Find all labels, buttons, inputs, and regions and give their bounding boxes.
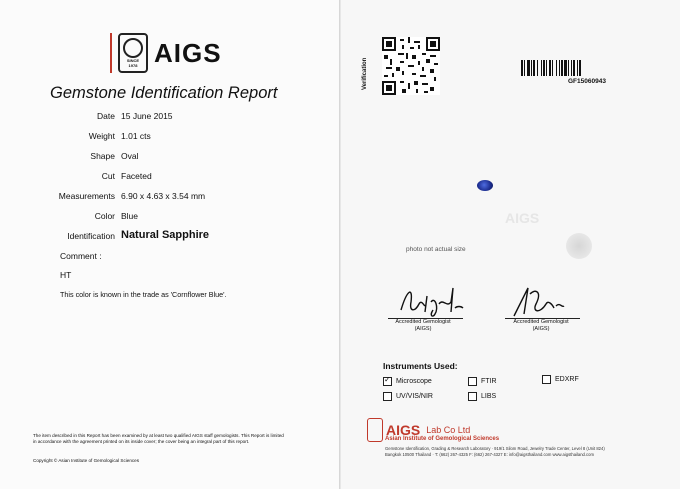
instrument-uvvisnir[interactable] <box>383 392 433 401</box>
seal-year: 1978 <box>128 63 138 68</box>
footer-seal-icon <box>367 418 383 442</box>
seal-ring <box>123 38 143 58</box>
instrument-microscope[interactable] <box>383 377 432 386</box>
identification-value: Natural Sapphire <box>121 229 210 241</box>
barcode-graphic <box>521 60 610 76</box>
brand-name: AIGS <box>154 37 222 68</box>
gemstone-photo <box>477 180 493 191</box>
field-value: 1.01 cts <box>121 131 151 141</box>
instrument-label: FTIR <box>481 378 497 385</box>
left-page <box>0 0 339 489</box>
aigs-logo <box>110 33 222 73</box>
report-title: Gemstone Identification Report <box>50 84 278 102</box>
signature-1-icon <box>395 282 467 320</box>
report-number: GF15060943 <box>568 78 606 85</box>
watermark-seal-icon <box>566 233 592 259</box>
field-label: Shape <box>90 151 115 161</box>
comment-text: This color is known in the trade as 'Cornflower Blue'. <box>60 290 227 299</box>
checkbox-icon[interactable] <box>468 392 477 401</box>
field-label: Color <box>94 211 115 221</box>
signer-1-label <box>388 319 458 333</box>
field-label: Weight <box>88 131 115 141</box>
watermark-text: AIGS <box>505 210 540 226</box>
field-label: Measurements <box>58 191 115 201</box>
instrument-label: UV/VIS/NIR <box>396 393 433 400</box>
comment-code: HT <box>60 270 72 280</box>
instrument-edxrf[interactable] <box>542 375 579 384</box>
aigs-seal-icon <box>118 33 148 73</box>
signer-2-label <box>506 319 576 333</box>
signer-1-title: Accredited Gemologist <box>395 319 451 325</box>
verification-label: Verification <box>362 57 368 90</box>
copyright-text: Copyright © Asian Institute of Gemological Sciences <box>33 458 140 463</box>
signer-1-org: (AIGS) <box>414 326 432 332</box>
photo-note: photo not actual size <box>406 246 466 253</box>
instrument-label: Microscope <box>396 378 432 385</box>
checkbox-icon[interactable] <box>468 377 477 386</box>
verification-qr-code[interactable] <box>382 37 440 95</box>
footer-lab: Lab Co Ltd <box>426 425 471 435</box>
field-value: 6.90 x 4.63 x 3.54 mm <box>121 191 206 201</box>
signer-2-org: (AIGS) <box>532 326 550 332</box>
field-label: Date <box>97 111 115 121</box>
instrument-ftir[interactable] <box>468 377 497 386</box>
instrument-label: EDXRF <box>555 376 579 383</box>
field-value: Faceted <box>121 171 152 181</box>
signature-2-icon <box>508 284 568 320</box>
field-value: 15 June 2015 <box>121 111 173 121</box>
instrument-libs[interactable] <box>468 392 496 401</box>
checkbox-checked-icon[interactable] <box>383 377 392 386</box>
instruments-title: Instruments Used: <box>383 361 458 371</box>
seal-since: SINCE <box>126 58 140 63</box>
page-fold <box>339 0 341 489</box>
field-value: Blue <box>121 211 139 221</box>
footer-address: Gemstone Identification, Grading & Research Laboratory · 919/1 Silom Road, Jewelry Trade Center, Level 8 (Unit 824) Bangkok 10500 Thailand · T: (662) 267-4325 F: (662) 267-4327 E: info@aigsthailand.com www.aigsthailand.com <box>385 446 605 457</box>
field-label: Cut <box>101 171 115 181</box>
signer-2-title: Accredited Gemologist <box>513 319 569 325</box>
comment-label: Comment : <box>60 251 102 261</box>
instrument-label: LIBS <box>481 393 497 400</box>
logo-accent-bar <box>110 33 112 73</box>
field-label: Identification <box>67 231 115 241</box>
checkbox-icon[interactable] <box>383 392 392 401</box>
disclaimer-text: The item described in this Report has been examined by at least two qualified AIGS staff gemologists. This Report is limited in accordance with the agreement printed on its inside cover; the cover being an integral part of this report. <box>33 433 284 444</box>
checkbox-icon[interactable] <box>542 375 551 384</box>
footer-brand: AIGS <box>386 422 421 438</box>
footer-institute: Asian Institute of Gemological Sciences <box>385 436 500 442</box>
field-value: Oval <box>121 151 139 161</box>
